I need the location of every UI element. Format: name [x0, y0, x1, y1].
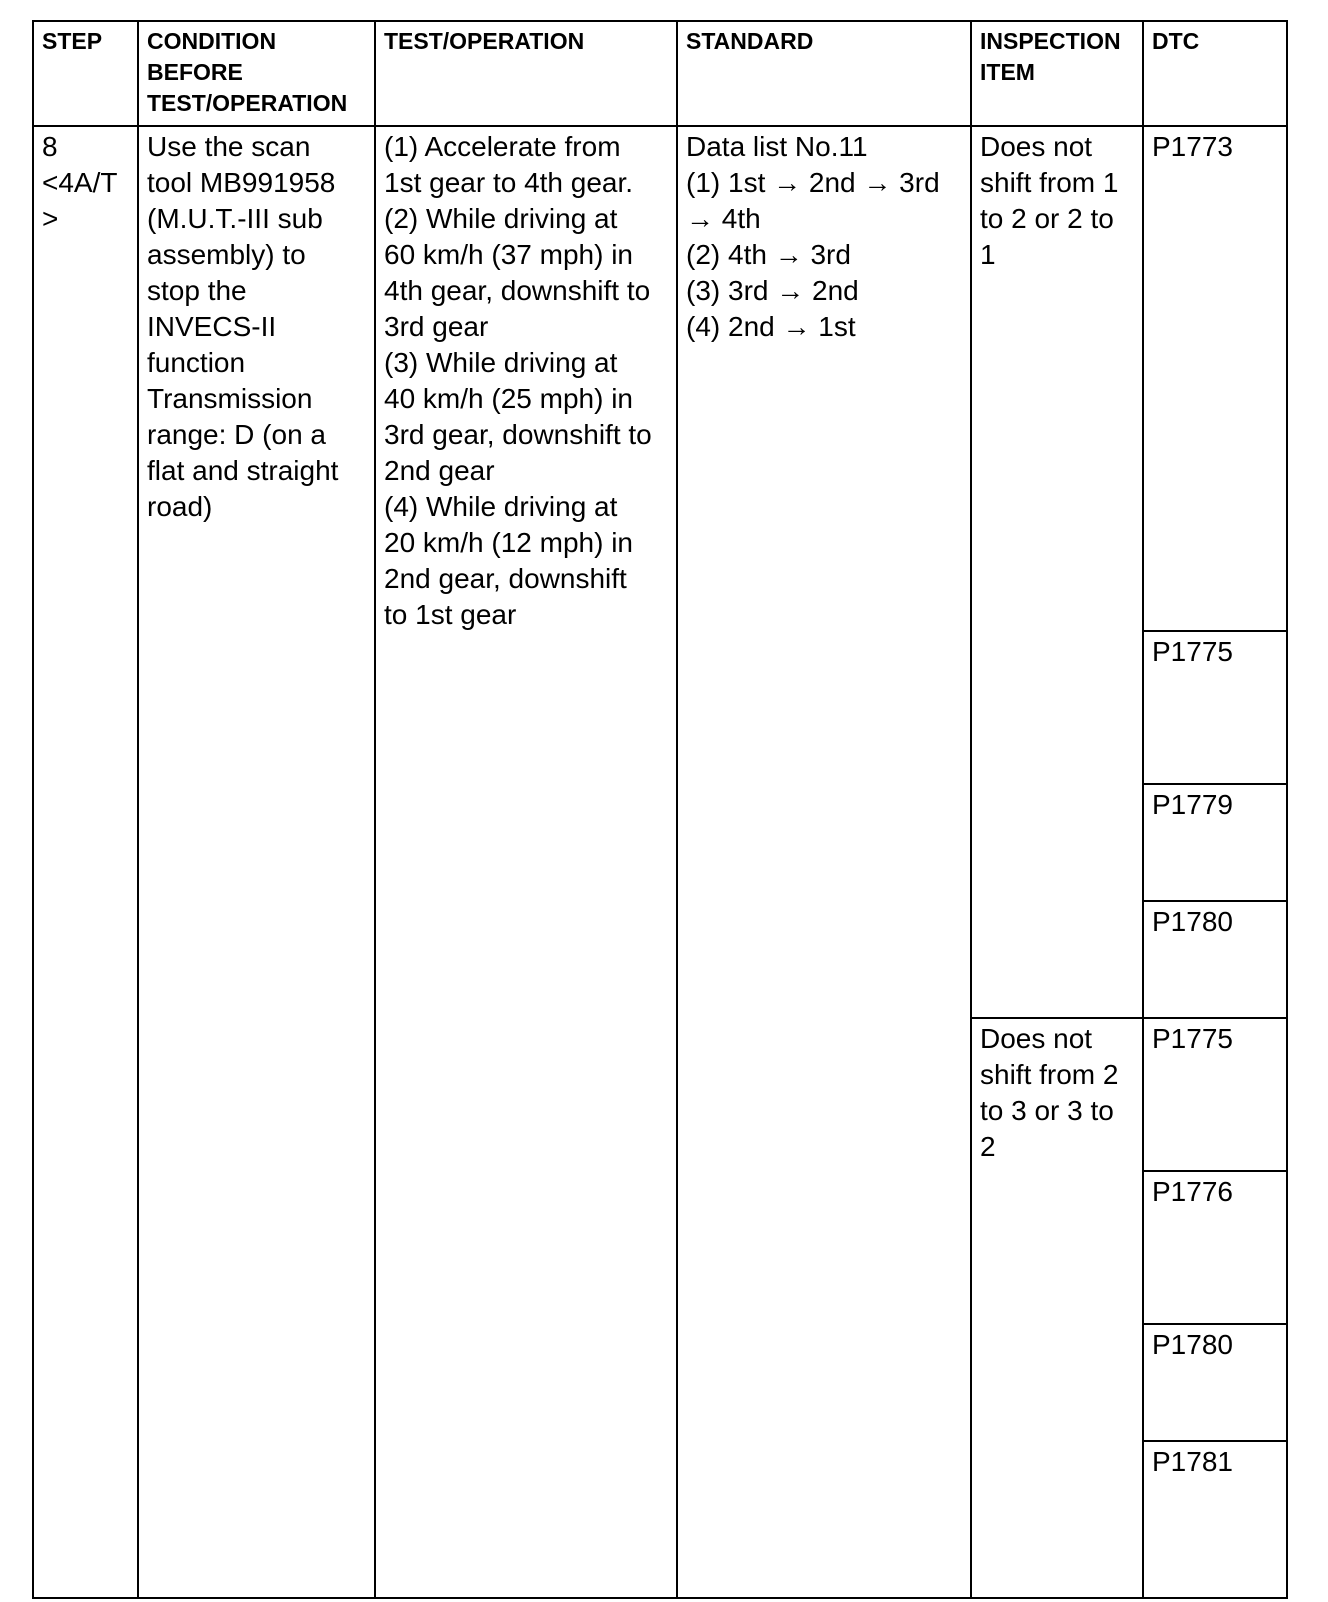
- inspection-item-cell: Does not shift from 2 to 3 or 3 to 2: [971, 1018, 1143, 1598]
- header-test-operation: TEST/OPERATION: [375, 21, 677, 126]
- condition-cell: Use the scan tool MB991958 (M.U.T.-III sub assembly) to stop the INVECS-II function Transmission range: D (on a flat and straight road): [138, 126, 375, 1598]
- header-inspection-item: INSPECTION ITEM: [971, 21, 1143, 126]
- header-condition: CONDITION BEFORE TEST/OPERATION: [138, 21, 375, 126]
- dtc-cell: P1780: [1143, 901, 1287, 1018]
- test-operation-cell: (1) Accelerate from 1st gear to 4th gear. (2) While driving at 60 km/h (37 mph) in 4th gear, downshift to 3rd gear (3) While driving at 40 km/h (25 mph) in 3rd gear, downshift to 2nd gear (4) While driving at 20 km/h (12 mph) in 2nd gear, downshift to 1st gear: [375, 126, 677, 1598]
- header-step: STEP: [33, 21, 138, 126]
- table-row: [33, 126, 1287, 631]
- dtc-cell: P1775: [1143, 631, 1287, 784]
- step-cell: 8 <4A/T >: [33, 126, 138, 1598]
- header-row: [33, 21, 1287, 126]
- standard-cell: Data list No.11 (1) 1st → 2nd → 3rd → 4th (2) 4th → 3rd (3) 3rd → 2nd (4) 2nd → 1st: [677, 126, 971, 1598]
- dtc-cell: P1775: [1143, 1018, 1287, 1171]
- inspection-item-cell: Does not shift from 1 to 2 or 2 to 1: [971, 126, 1143, 1018]
- dtc-cell: P1780: [1143, 1324, 1287, 1441]
- inspection-table: [32, 20, 1288, 1599]
- dtc-cell: P1781: [1143, 1441, 1287, 1598]
- dtc-cell: P1779: [1143, 784, 1287, 901]
- header-standard: STANDARD: [677, 21, 971, 126]
- dtc-cell: P1773: [1143, 126, 1287, 631]
- dtc-cell: P1776: [1143, 1171, 1287, 1324]
- header-dtc: DTC: [1143, 21, 1287, 126]
